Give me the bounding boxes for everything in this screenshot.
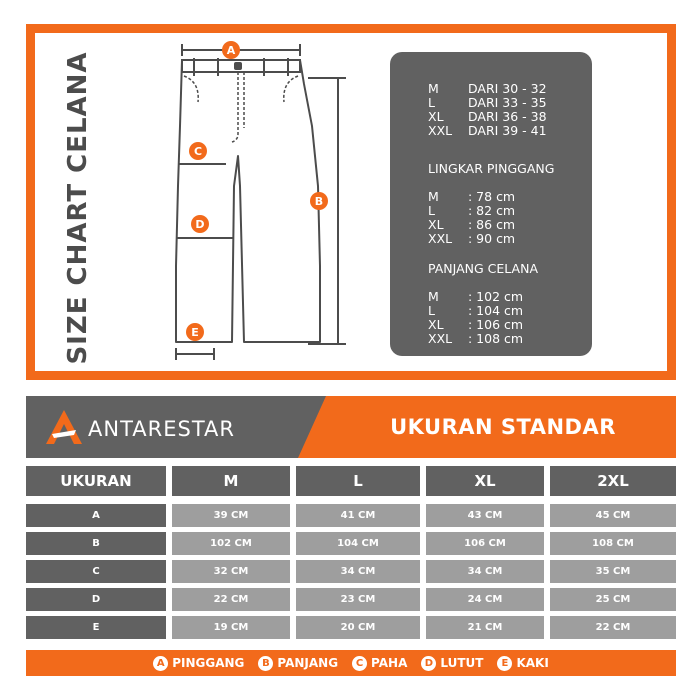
waist-row: L : 82 cm: [428, 203, 516, 218]
badge-d: [191, 215, 209, 233]
info-size-row: XL DARI 36 - 38: [428, 109, 547, 124]
header-cell: UKURAN: [26, 466, 166, 496]
legend-badge: A: [153, 656, 168, 671]
table-cell: 35 CM: [550, 560, 676, 583]
table-cell: 43 CM: [426, 504, 544, 527]
row-label: D: [26, 588, 166, 611]
header-cell: L: [296, 466, 420, 496]
length-row: XXL : 108 cm: [428, 331, 524, 346]
row-label: A: [26, 504, 166, 527]
svg-text:C: C: [193, 145, 203, 158]
waist-row: XXL : 90 cm: [428, 231, 516, 246]
info-size-row: L DARI 33 - 35: [428, 95, 547, 110]
table-cell: 34 CM: [296, 560, 420, 583]
pants-diagram: [160, 36, 350, 366]
row-label: E: [26, 616, 166, 639]
table-cell: 25 CM: [550, 588, 676, 611]
size-info-box: [390, 52, 592, 356]
svg-text:D: D: [195, 218, 205, 231]
table-cell: 102 CM: [172, 532, 290, 555]
table-cell: 22 CM: [550, 616, 676, 639]
table-cell: 21 CM: [426, 616, 544, 639]
waist-row: M : 78 cm: [428, 189, 516, 204]
legend-badge: D: [421, 656, 436, 671]
table-cell: 39 CM: [172, 504, 290, 527]
legend-item-kaki: [497, 656, 548, 671]
length-row: XL : 106 cm: [428, 317, 524, 332]
table-row: [26, 616, 676, 639]
badge-e: [186, 323, 204, 341]
legend-item-panjang: [258, 656, 338, 671]
table-cell: 24 CM: [426, 588, 544, 611]
table-cell: 20 CM: [296, 616, 420, 639]
marker-e-line: [176, 348, 214, 360]
legend-label: LUTUT: [440, 656, 484, 670]
legend-item-pinggang: [153, 656, 244, 671]
marker-a-line: [182, 44, 300, 56]
table-cell: 23 CM: [296, 588, 420, 611]
legend-item-lutut: [421, 656, 483, 671]
size-table: [26, 466, 676, 644]
antarestar-logo-icon: [44, 408, 84, 446]
legend-badge: E: [497, 656, 512, 671]
pants-outline: [176, 60, 320, 342]
legend-item-paha: [352, 656, 407, 671]
badge-b: [310, 192, 328, 210]
table-cell: 45 CM: [550, 504, 676, 527]
header-cell: XL: [426, 466, 544, 496]
table-cell: 34 CM: [426, 560, 544, 583]
header-cell: 2XL: [550, 466, 676, 496]
table-cell: 106 CM: [426, 532, 544, 555]
legend-label: PANJANG: [277, 656, 339, 670]
waist-heading: LINGKAR PINGGANG: [428, 161, 555, 176]
side-title: SIZE CHART CELANA: [63, 51, 93, 365]
svg-text:B: B: [314, 195, 324, 208]
length-row: M : 102 cm: [428, 289, 524, 304]
table-cell: 19 CM: [172, 616, 290, 639]
legend-label: PAHA: [371, 656, 408, 670]
length-heading: PANJANG CELANA: [428, 261, 538, 276]
svg-text:E: E: [191, 326, 199, 339]
table-row: [26, 560, 676, 583]
legend-badge: B: [258, 656, 273, 671]
row-label: C: [26, 560, 166, 583]
waist-row: XL : 86 cm: [428, 217, 516, 232]
length-row: L : 104 cm: [428, 303, 524, 318]
table-cell: 32 CM: [172, 560, 290, 583]
table-cell: 41 CM: [296, 504, 420, 527]
brand-name: ANTARESTAR: [88, 417, 235, 441]
table-row: [26, 532, 676, 555]
info-size-row: M DARI 30 - 32: [428, 81, 547, 96]
table-row: [26, 504, 676, 527]
table-row: [26, 588, 676, 611]
table-cell: 104 CM: [296, 532, 420, 555]
legend-bar: [26, 650, 676, 676]
info-size-row: XXL DARI 39 - 41: [428, 123, 547, 138]
row-label: B: [26, 532, 166, 555]
badge-a: [222, 41, 240, 59]
legend-badge: C: [352, 656, 367, 671]
legend-label: KAKI: [516, 656, 549, 670]
table-cell: 22 CM: [172, 588, 290, 611]
standard-size-title: UKURAN STANDAR: [390, 415, 616, 439]
button: [234, 62, 242, 70]
header-cell: M: [172, 466, 290, 496]
table-cell: 108 CM: [550, 532, 676, 555]
svg-text:A: A: [226, 44, 236, 57]
legend-label: PINGGANG: [172, 656, 245, 670]
table-header-row: [26, 466, 676, 496]
badge-c: [189, 142, 207, 160]
